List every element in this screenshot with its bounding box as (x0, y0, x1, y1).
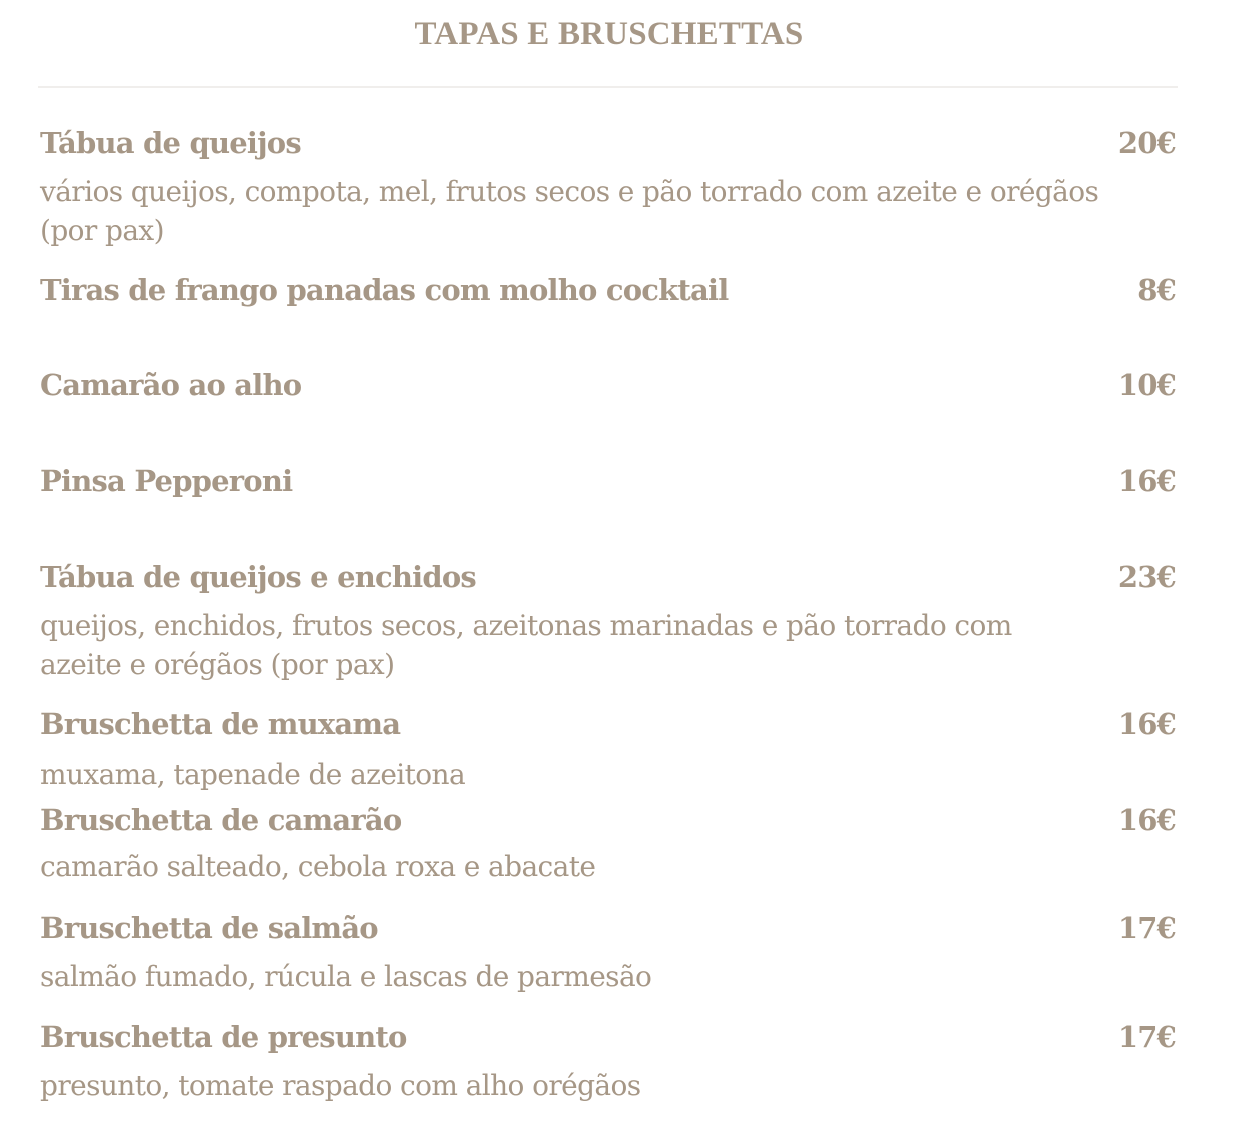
menu-item-pinsa-pepperoni (40, 464, 1176, 514)
item-description: queijos, enchidos, frutos secos, azeitonas marinadas e pão torrado com azeite e orégãos (por pax) (40, 609, 1012, 681)
item-price: 16€ (1117, 464, 1176, 498)
item-description: vários queijos, compota, mel, frutos secos e pão torrado com azeite e orégãos (por pax) (40, 175, 1099, 247)
item-name: Camarão ao alho (40, 368, 302, 402)
item-price: 20€ (1117, 126, 1176, 160)
menu-item-bruschetta-de-salmao (40, 911, 1176, 1001)
item-description: presunto, tomate raspado com alho orégãos (40, 1069, 641, 1102)
menu-item-bruschetta-de-camarao (40, 803, 1176, 893)
title-divider (38, 86, 1178, 88)
item-price: 17€ (1117, 1020, 1176, 1054)
item-price: 23€ (1117, 560, 1176, 594)
item-name: Bruschetta de muxama (40, 707, 401, 741)
menu-item-tabua-de-queijos-e-enchidos (40, 560, 1176, 690)
item-price: 16€ (1117, 803, 1176, 837)
item-price: 17€ (1117, 911, 1176, 945)
item-name: Bruschetta de camarão (40, 803, 402, 837)
menu-item-tabua-de-queijos (40, 126, 1176, 256)
item-description: muxama, tapenade de azeitona (40, 758, 466, 791)
item-price: 16€ (1117, 707, 1176, 741)
item-name: Tábua de queijos (40, 126, 301, 160)
item-description: camarão salteado, cebola roxa e abacate (40, 850, 596, 883)
item-name: Bruschetta de salmão (40, 911, 378, 945)
menu-item-bruschetta-de-muxama (40, 707, 1176, 797)
item-price: 8€ (1137, 273, 1176, 307)
item-description: salmão fumado, rúcula e lascas de parmesão (40, 960, 652, 993)
menu-title: TAPAS E BRUSCHETTAS (414, 16, 804, 52)
menu-item-tiras-de-frango (40, 273, 1176, 323)
menu-item-camarao-ao-alho (40, 368, 1176, 418)
menu-item-bruschetta-de-presunto (40, 1020, 1176, 1110)
item-name: Tábua de queijos e enchidos (40, 560, 476, 594)
item-price: 10€ (1117, 368, 1176, 402)
item-name: Bruschetta de presunto (40, 1020, 407, 1054)
item-name: Pinsa Pepperoni (40, 464, 293, 498)
item-name: Tiras de frango panadas com molho cocktail (40, 273, 729, 307)
